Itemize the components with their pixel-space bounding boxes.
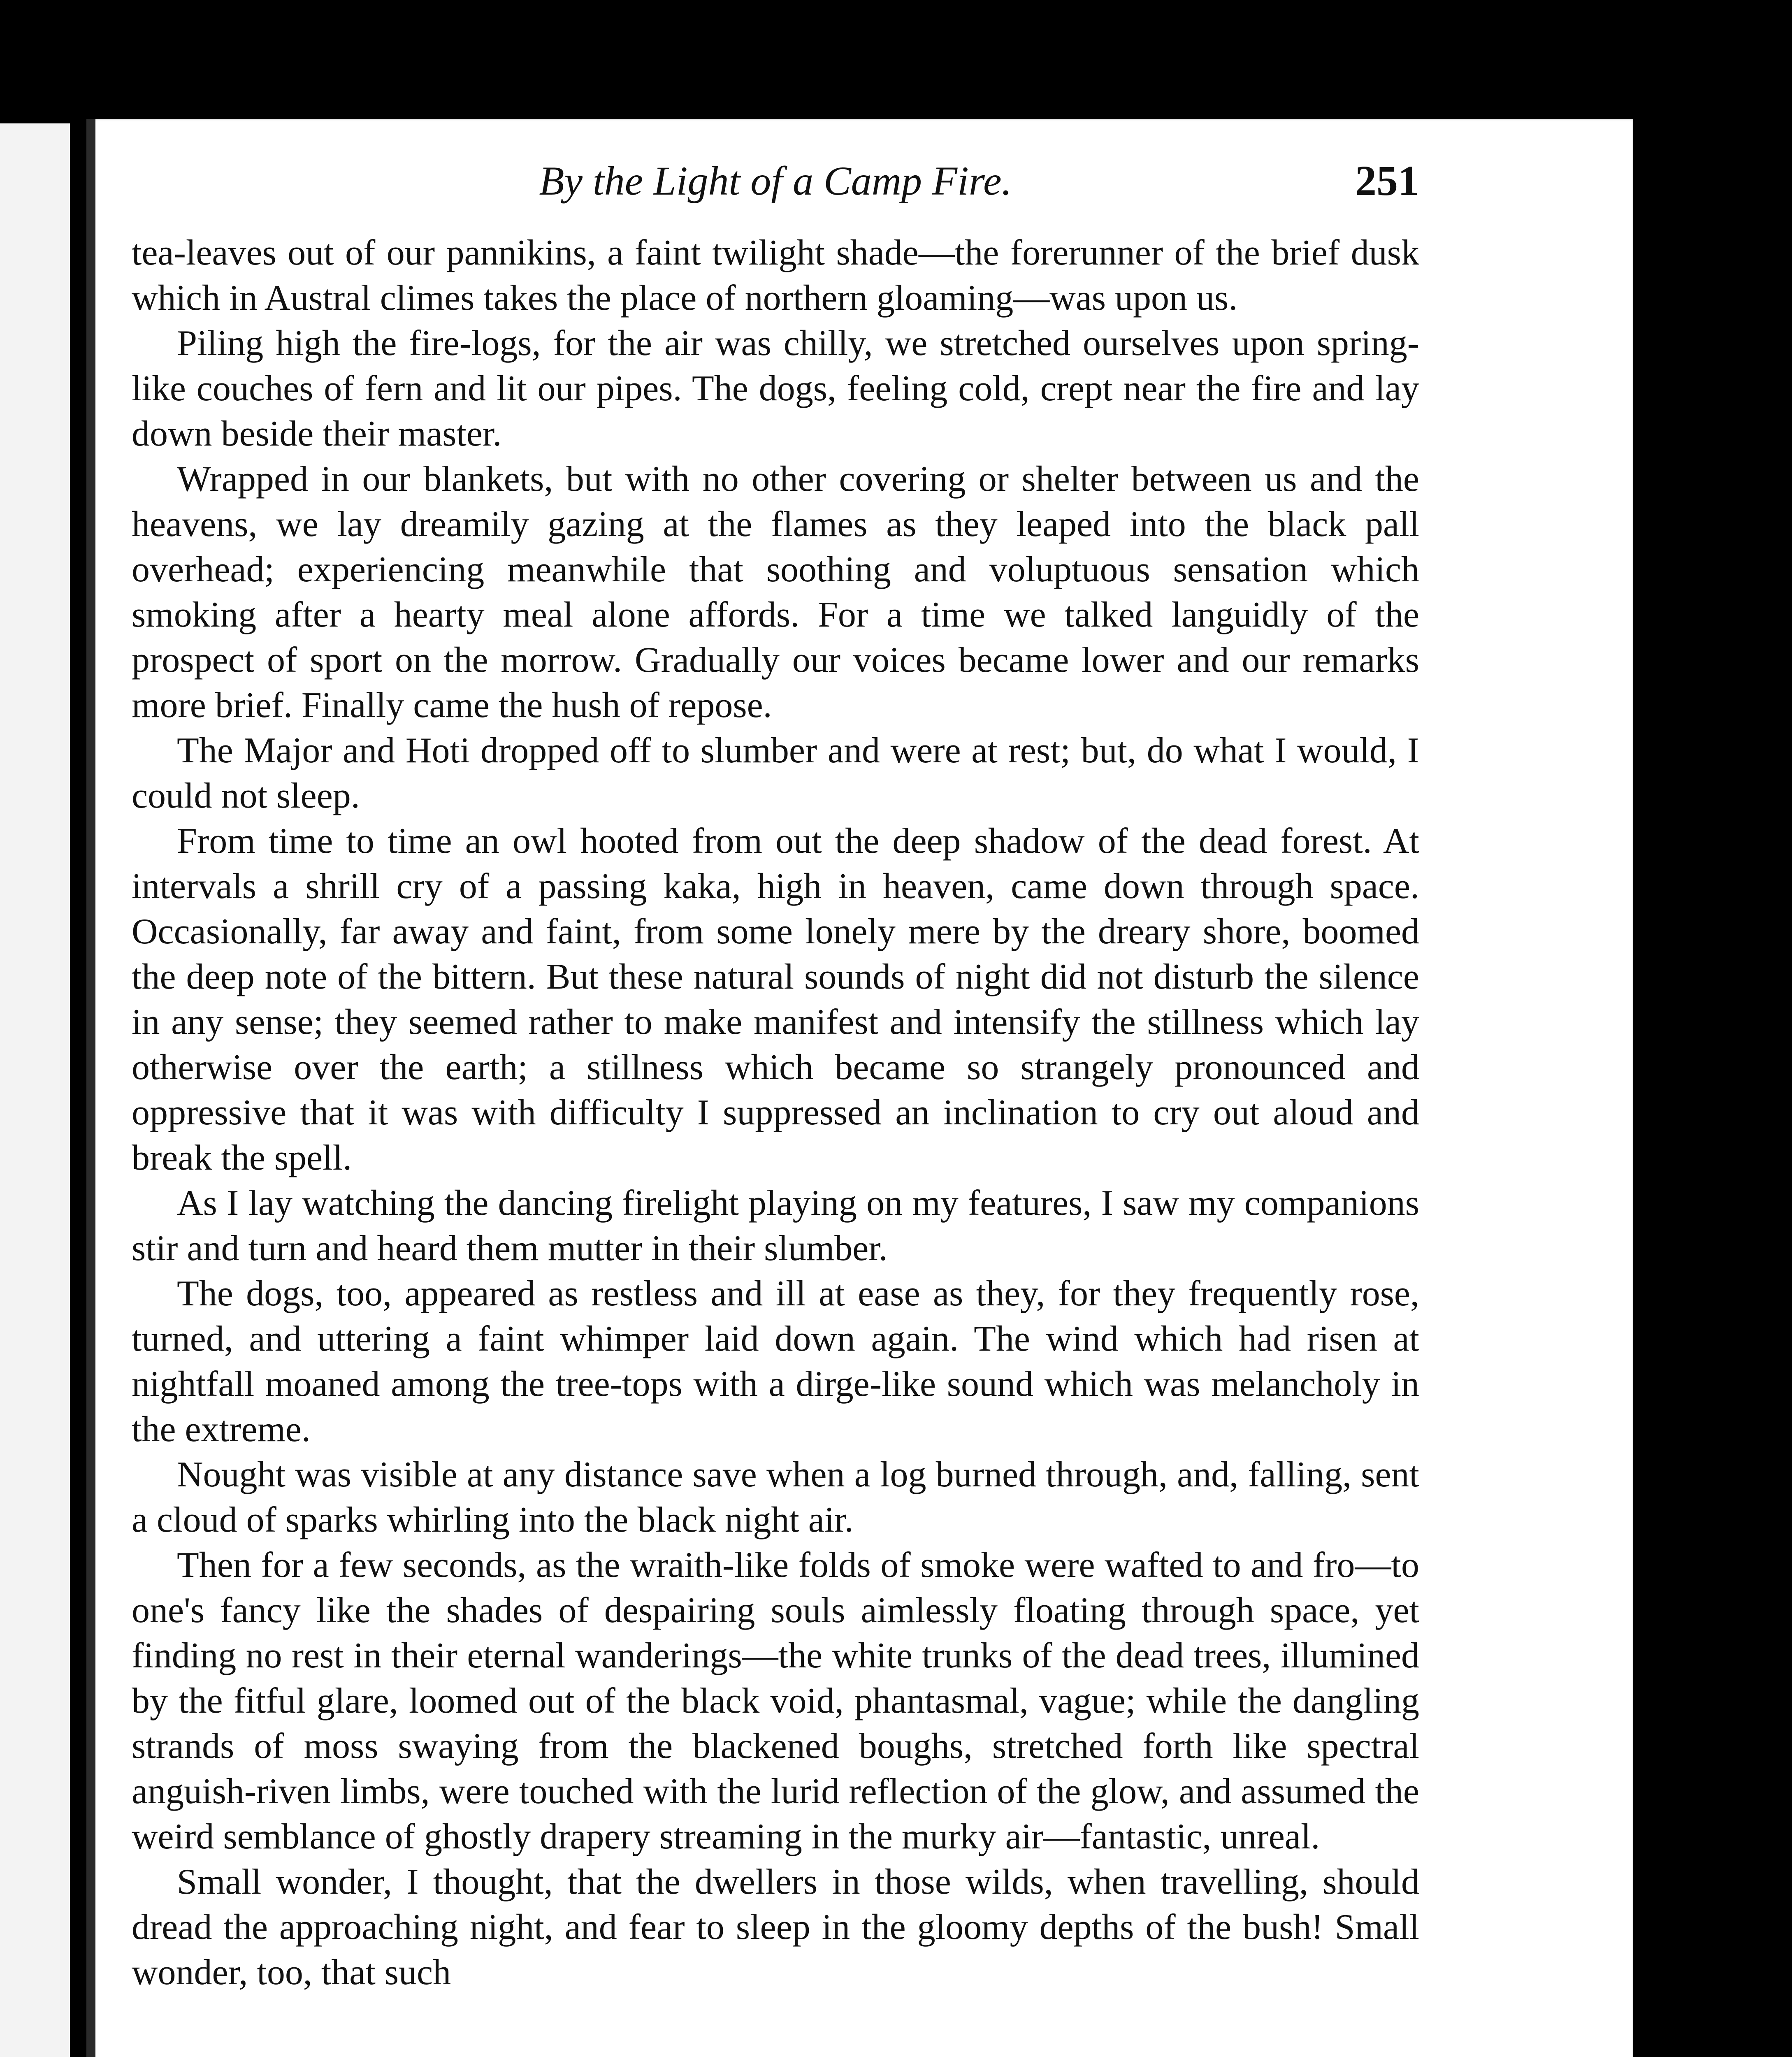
- paragraph-10: Small wonder, I thought, that the dwellers in those wilds, when travelling, should dread the approaching night, and fear to sleep in the gloomy depths of the bush! Small wonder, too, that such: [132, 1862, 1419, 1992]
- running-head: By the Light of a Camp Fire.: [539, 158, 1012, 204]
- paragraph-5: From time to time an owl hooted from out the deep shadow of the dead forest. At intervals a shrill cry of a passing kaka, high in heaven, came down through space. Occasionally, far away and faint, from some lonely mere by the dreary shore, boomed the deep note of the bittern. But these natural sounds of night did not disturb the silence in any sense; they seemed rather to make manifest and intensify the stillness which lay otherwise over the earth; a stillness which became so strangely pronounced and oppressive that it was with difficulty I suppressed an inclination to cry out aloud and break the spell.: [132, 821, 1419, 1178]
- paragraph-9: Then for a few seconds, as the wraith-like folds of smoke were wafted to and fro—to one's fancy like the shades of despairing souls aimlessly floating through space, yet finding no rest in their eternal wanderings—the white trunks of the dead trees, illumined by the fitful glare, loomed out of the black void, phantasmal, vague; while the dangling strands of moss swaying from the blackened boughs, stretched forth like spectral anguish-riven limbs, were touched with the lurid reflection of the glow, and assumed the weird semblance of ghostly drapery streaming in the murky air—fantastic, unreal.: [132, 1545, 1419, 1857]
- paragraph-2: Piling high the fire-logs, for the air was chilly, we stretched ourselves upon spring-like couches of fern and lit our pipes. The dogs, feeling cold, crept near the fire and lay down beside their master.: [132, 323, 1419, 454]
- paragraph-7: The dogs, too, appeared as restless and ill at ease as they, for they frequently rose, turned, and uttering a faint whimper laid down again. The wind which had risen at nightfall moaned among the tree-tops with a dirge-like sound which was melancholy in the extreme.: [132, 1274, 1419, 1449]
- paragraph-1: tea-leaves out of our pannikins, a faint twilight shade—the forerunner of the brief dusk which in Austral climes takes the place of northern gloaming—was upon us.: [132, 233, 1419, 318]
- page-gutter-edge: [86, 119, 95, 2057]
- paragraph-8: Nought was visible at any distance save when a log burned through, and, falling, sent a cloud of sparks whirling into the black night air.: [132, 1455, 1419, 1540]
- page-number: 251: [1355, 157, 1419, 204]
- body-text: [132, 230, 1419, 1995]
- paragraph-3: Wrapped in our blankets, but with no other covering or shelter between us and the heavens, we lay dreamily gazing at the flames as they leaped into the black pall overhead; experiencing meanwhile that soothing and voluptuous sensation which smoking after a hearty meal alone affords. For a time we talked languidly of the prospect of sport on the morrow. Gradually our voices became lower and our remarks more brief. Finally came the hush of repose.: [132, 459, 1419, 725]
- paragraph-6: As I lay watching the dancing firelight playing on my features, I saw my companions stir and turn and heard them mutter in their slumber.: [132, 1183, 1419, 1268]
- paragraph-4: The Major and Hoti dropped off to slumber and were at rest; but, do what I would, I could not sleep.: [132, 731, 1419, 816]
- previous-page-edge: [0, 123, 70, 2057]
- page-header: [132, 140, 1419, 222]
